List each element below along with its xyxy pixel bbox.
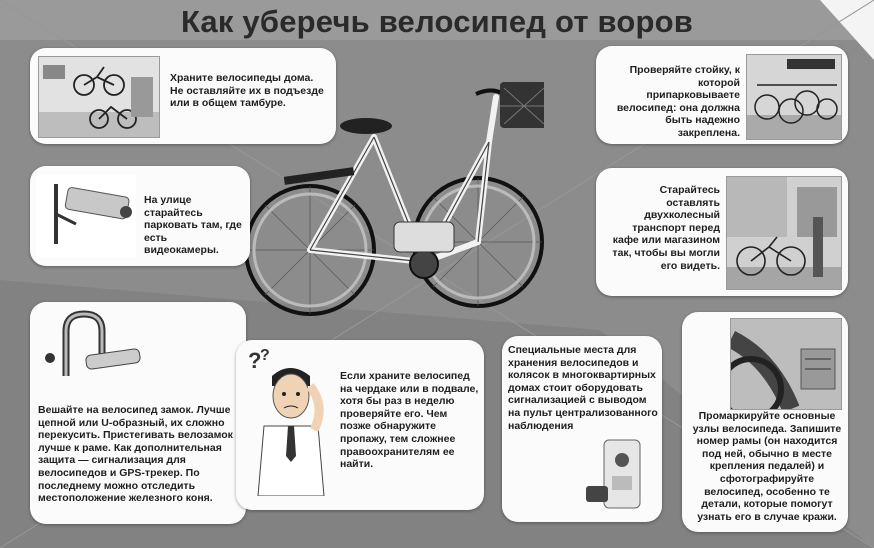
frame-number-photo (730, 318, 842, 410)
tip-lock-text: Вешайте на велосипед замок. Лучше цепной или U-образный, их сложно перекусить. Пристегивать велозамок лучше к раме. Как дополнительная защита — сигнализация для велосипедов и GPS-трекер. По последнему можно отследить местоположение железного коня. (38, 404, 233, 505)
cafe-photo (726, 176, 842, 290)
rack-photo (746, 54, 842, 140)
tip-rack-text: Проверяйте стойку, к которой припарковываете велосипед: она должна быть надежно закреплена. (616, 64, 740, 139)
tip-attic-text: Если храните велосипед на чердаке или в подвале, хотя бы раз в неделю проверяйте его. Чем позже обнаружите пропажу, тем сложнее правоохранителям ее найти. (340, 370, 479, 471)
tip-home-text: Храните велосипеды дома. Не оставляйте их в подъезде или в общем тамбуре. (170, 72, 324, 110)
svg-text:?: ? (248, 348, 262, 373)
worried-man-icon (244, 346, 334, 496)
home-photo (38, 56, 160, 138)
camera-photo (36, 174, 136, 258)
svg-text:?: ? (260, 347, 270, 364)
page-title: Как уберечь велосипед от воров (180, 4, 694, 39)
tip-marking-text: Промаркируйте основные узлы велосипеда. Запишите номер рамы (он находится под ней, обычно в месте крепления педалей) и сфотографируйте велосипед, особенно те детали, которые помогут узнать его в случае кражи. (692, 410, 842, 523)
tip-storage-text: Специальные места для хранения велосипедов и колясок в многоквартирных домах стоит оборудовать сигнализацией с выводом на пульт централизованного наблюдения (508, 344, 658, 432)
tip-cameras-text: На улице старайтесь парковать там, где есть видеокамеры. (144, 194, 242, 257)
u-lock-icon (36, 306, 146, 386)
tip-cafe-text: Старайтесь оставлять двухколесный транспорт перед кафе или магазином так, чтобы вы могли его видеть. (612, 184, 720, 272)
alarm-device-icon (584, 436, 664, 516)
